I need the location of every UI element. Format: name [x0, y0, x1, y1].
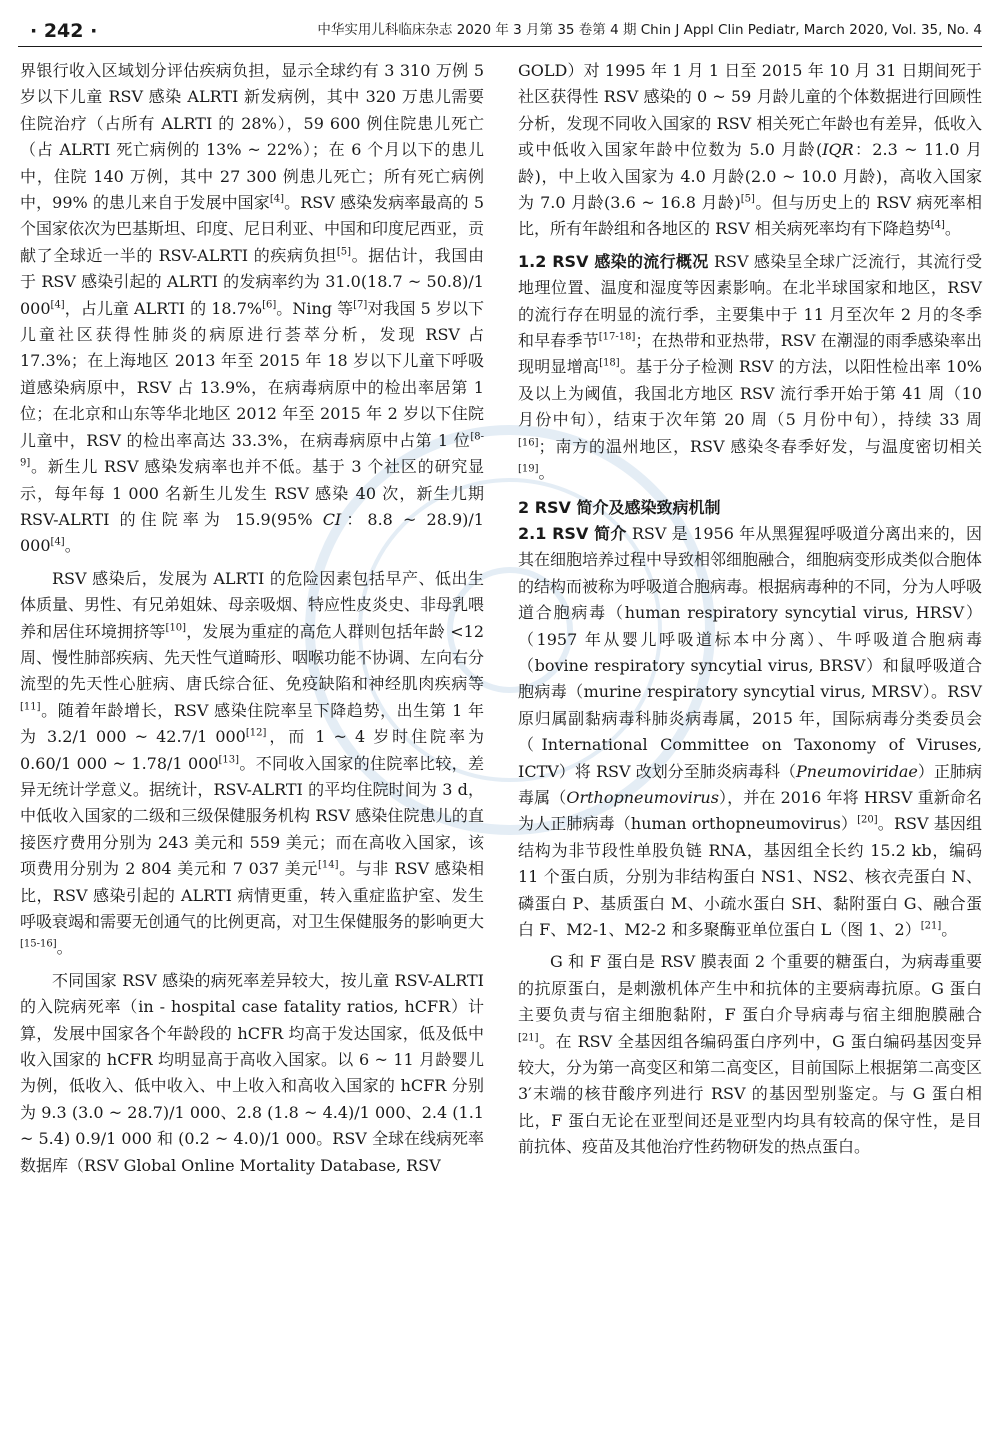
section-1-2-heading: 1.2 RSV 感染的流行概况: [518, 251, 709, 271]
journal-citation: 中华实用儿科临床杂志 2020 年 3 月第 35 卷第 4 期 Chin J Appl Clin Pediatr, March 2020, Vol. 35, No. 4: [317, 22, 982, 38]
page-header: [18, 10, 982, 47]
paragraph-mortality-age: GOLD）对 1995 年 1 月 1 日至 2015 年 10 月 31 日期间死于社区获得性 RSV 感染的 0 ~ 59 月龄儿童的个体数据进行回顾性分析，发现不同收入国家的 RSV 相关死亡年龄也有差异，低收入或中低收入国家年龄中位数为 5.0 月龄(IQR：2.3 ~ 11.0 月龄)，中上收入国家为 4.0 月龄(2.0 ~ 10.0 月龄)，高收入国家为 7.0 月龄(3.6 ~ 16.8 月龄)[5]。但与历史上的 RSV 病死率相比，所有年龄组和各地区的 RSV 相关病死率均有下降趋势[4]。: [518, 61, 982, 239]
paragraph-g-f-proteins: G 和 F 蛋白是 RSV 膜表面 2 个重要的糖蛋白，为病毒重要的抗原蛋白，是刺激机体产生中和抗体的主要病毒抗原。G 蛋白主要负责与宿主细胞黏附，F 蛋白介导病毒与宿主细胞膜融合[21]。在 RSV 全基因组各编码蛋白序列中，G 蛋白编码基因变异较大，分为第一高变区和第二高变区，目前国际上根据第二高变区 3′末端的核苷酸序列进行 RSV 的基因型别鉴定。与 G 蛋白相比，F 蛋白无论在亚型间还是亚型内均具有较高的保守性，是目前抗体、疫苗及其他治疗性药物研发的热点蛋白。: [518, 952, 983, 1157]
section-1-2: 1.2 RSV 感染的流行概况 RSV 感染呈全球广泛流行，其流行受地理位置、温度和湿度等因素影响。在北半球国家和地区，RSV 的流行存在明显的流行季，主要集中于 11 月至次年 2 月的冬季和早春季节[17-18]；在热带和亚热带，RSV 在潮湿的雨季感染率出现明显增高[18]。基于分子检测 RSV 的方法，以阳性检出率 10% 及以上为阈值，我国北方地区 RSV 流行季开始于第 41 周（10 月份中旬），结束于次年第 20 周（5 月份中旬），持续 33 周[16]；南方的温州地区，RSV 感染冬春季好发，与温度密切相关[19]。: [518, 251, 982, 483]
section-2-1: 2.1 RSV 简介 RSV 是 1956 年从黑猩猩呼吸道分离出来的，因其在细胞培养过程中导致相邻细胞融合，细胞病变形成类似合胞体的结构而被称为呼吸道合胞病毒。根据病毒种的不同，分为人呼吸道合胞病毒（human respiratory syncytial virus, HRSV）（1957 年从婴儿呼吸道标本中分离）、牛呼吸道合胞病毒（bovine respiratory syncytial virus, BRSV）和鼠呼吸道合胞病毒（murine respiratory syncytial virus, MRSV）。RSV 原归属副黏病毒科肺炎病毒属，2015 年，国际病毒分类委员会（International Committee on Taxonomy of Viruses, ICTV）将 RSV 改划分至肺炎病毒科（Pneumoviridae）正肺病毒属（Orthopneumovirus），并在 2016 年将 HRSV 重新命名为人正肺病毒（human orthopneumovirus）[20]。RSV 基因组结构为非节段性单股负链 RNA，基因组全长约 15.2 kb，编码 11 个蛋白质，分别为非结构蛋白 NS1、NS2、核衣壳蛋白 N、磷蛋白 P、基质蛋白 M、小疏水蛋白 SH、黏附蛋白 G、融合蛋白 F、M2-1、M2-2 和多聚酶亚单位蛋白 L（图 1、2）[21]。: [518, 523, 983, 939]
page-number: · 242 ·: [30, 20, 98, 42]
right-column: [518, 58, 982, 1161]
paragraph-incidence: 界银行收入区域划分评估疾病负担，显示全球约有 3 310 万例 5 岁以下儿童 RSV 感染 ALRTI 新发病例，其中 320 万患儿需要住院治疗（占所有 ALRTI 的 28%），59 600 例住院患儿死亡（占 ALRTI 死亡病例的 13% ~ 22%）；在 6 个月以下的患儿中，住院 140 万例，其中 27 300 例患儿死亡；所有死亡病例中，99% 的患儿来自于发展中国家[4]。RSV 感染发病率最高的 5 个国家依次为巴基斯坦、印度、尼日利亚、中国和印度尼西亚，贡献了全球近一半的 RSV-ALRTI 的疾病负担[5]。据估计，我国由于 RSV 感染引起的 ALRTI 的发病率约为 31.0(18.7 ~ 50.8)/1 000[4]，占儿童 ALRTI 的 18.7%[6]。Ning 等[7]对我国 5 岁以下儿童社区获得性肺炎的病原进行荟萃分析，发现 RSV 占 17.3%；在上海地区 2013 年至 2015 年 18 岁以下儿童下呼吸道感染病原中，RSV 占 13.9%，在病毒病原中的检出率居第 1 位；在北京和山东等华北地区 2012 年至 2015 年 2 岁以下住院儿童中，RSV 的检出率高达 33.3%，在病毒病原中占第 1 位[8-9]。新生儿 RSV 感染发病率也并不低。基于 3 个社区的研究显示，每年每 1 000 名新生儿发生 RSV 感染 40 次，新生儿期 RSV-ALRTI 的住院率为 15.9(95% CI：8.8 ~ 28.9)/1 000[4]。: [20, 61, 485, 556]
section-2-1-heading: 2.1 RSV 简介: [518, 523, 627, 543]
paragraph-risk-factors: RSV 感染后，发展为 ALRTI 的危险因素包括早产、低出生体质量、男性、有兄弟姐妹、母亲吸烟、特应性皮炎史、非母乳喂养和居住环境拥挤等[10]，发展为重症的高危人群则包括年龄 <12 周、慢性肺部疾病、先天性气道畸形、咽喉功能不协调、左向右分流型的先天性心脏病、唐氏综合征、免疫缺陷和神经肌肉疾病等[11]。随着年龄增长，RSV 感染住院率呈下降趋势，出生第 1 年为 3.2/1 000 ~ 42.7/1 000[12]，而 1 ~ 4 岁时住院率为 0.60/1 000 ~ 1.78/1 000[13]。不同收入国家的住院率比较，差异无统计学意义。据统计，RSV-ALRTI 的平均住院时间为 3 d，中低收入国家的二级和三级保健服务机构 RSV 感染住院患儿的直接医疗费用分别为 243 美元和 559 美元；而在高收入国家，该项费用分别为 2 804 美元和 7 037 美元[14]。与非 RSV 感染相比，RSV 感染引起的 ALRTI 病情更重，转入重症监护室、发生呼吸衰竭和需要无创通气的比例更高，对卫生保健服务的影响更大[15-16]。: [20, 568, 485, 958]
paragraph-fatality: 不同国家 RSV 感染的病死率差异较大，按儿童 RSV-ALRTI 的入院病死率（in - hospital case fatality ratios, hCFR）计算，发展中国家各个年龄段的 hCFR 均高于发达国家，低及低中收入国家的 hCFR 均明显高于高收入国家。以 6 ~ 11 月龄婴儿为例，低收入、低中收入、中上收入和高收入国家的 hCFR 分别为 9.3 (3.0 ~ 28.7)/1 000、2.8 (1.8 ~ 4.4)/1 000、2.4 (1.1 ~ 5.4) 0.9/1 000 和 (0.2 ~ 4.0)/1 000。RSV 全球在线病死率数据库（RSV Global Online Mortality Database, RSV: [20, 970, 484, 1175]
section-2-heading: 2 RSV 简介及感染致病机制: [518, 497, 721, 517]
left-column: [20, 58, 484, 1179]
